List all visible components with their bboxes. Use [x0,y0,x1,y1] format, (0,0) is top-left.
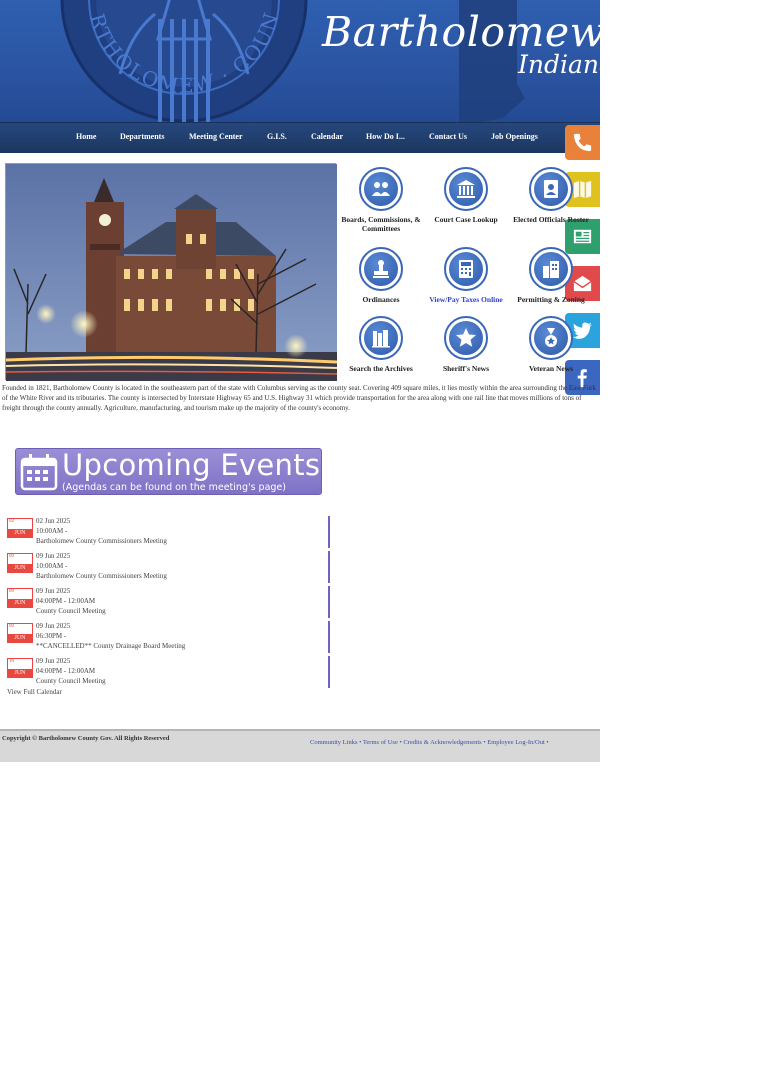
star-badge-icon [455,327,477,349]
event-date-badge: 02 JUN [7,518,33,538]
footer-links[interactable]: Community Links • Terms of Use • Credits & Acknowledgements • Employee Log-In/Out • [310,739,549,746]
event-date-badge: 09 JUN [7,588,33,608]
event-title[interactable]: Bartholomew County Commissioners Meeting [36,572,167,580]
county-intro-text: Founded in 1821, Bartholomew County is located in the southeastern part of the state with Columbus serving as the county seat. Covering 409 square miles, it lies mostly within the area surrounding the East Fork of the White River and its tributaries. The county is intersected by Interstate Highway 65 and U.S. Highway 31 which provide transportation for the area along with one rail line that moves millions of tons of freight through the county annually. Agriculture, manufacturing, and tourism make up the majority of the county's economy. [2,384,596,412]
event-item[interactable] [7,621,330,653]
event-date-badge: 09 JUN [7,623,33,643]
site-title: Bartholomew County [322,8,770,56]
event-date: 09 Jun 2025 [36,552,71,560]
building-icon [540,258,562,280]
nav-gis[interactable]: G.I.S. [267,132,287,141]
contact-book-icon [540,178,562,200]
event-time: 10:00AM - [36,527,68,535]
event-date: 09 Jun 2025 [36,622,71,630]
archive-books-icon [370,327,392,349]
people-icon [370,178,392,200]
event-time: 06:30PM - [36,632,67,640]
site-footer [0,729,600,762]
event-date: 09 Jun 2025 [36,587,71,595]
site-subtitle: Indiana [518,50,614,79]
calculator-icon [455,258,477,280]
event-item[interactable] [7,516,330,548]
event-title[interactable]: County Council Meeting [36,677,106,685]
event-date-badge: 09 JUN [7,553,33,573]
event-item[interactable] [7,586,330,618]
event-date: 02 Jun 2025 [36,517,71,525]
quick-link-label: Veteran News [528,364,574,373]
event-item[interactable] [7,656,330,688]
banner-title: Upcoming Events [62,448,321,482]
quick-link-archives[interactable] [335,316,427,373]
banner-subtitle: (Agendas can be found on the meeting's page) [62,482,286,493]
svg-text:BARTHOLOMEW · COUNTY: RTHOLOMEW · COUN [84,8,284,98]
view-full-calendar-link[interactable]: View Full Calendar [7,688,62,696]
quick-link-permitting[interactable] [505,247,597,304]
quick-link-label: Sheriff's News [442,364,490,373]
quick-link-label: Elected Officials Roster [513,215,589,224]
quick-link-elected-officials[interactable] [505,167,597,224]
news-icon [571,225,594,248]
main-nav [0,122,600,153]
courthouse-icon [455,178,477,200]
quick-link-label: Court Case Lookup [434,215,498,224]
courthouse-photo [5,163,336,380]
quick-link-label: View/Pay Taxes Online [429,295,503,304]
event-date: 09 Jun 2025 [36,657,71,665]
quick-link-pay-taxes[interactable] [420,247,512,304]
nav-contact-us[interactable]: Contact Us [429,132,467,141]
quick-link-sheriffs-news[interactable] [420,316,512,373]
site-header [0,0,770,122]
nav-job-openings[interactable]: Job Openings [491,132,538,141]
phone-button[interactable] [565,125,600,160]
nav-meeting-center[interactable]: Meeting Center [189,132,243,141]
quick-link-label: Permitting & Zoning [517,295,585,304]
quick-link-court-case[interactable] [420,167,512,224]
quick-link-ordinances[interactable] [335,247,427,304]
quick-link-veteran-news[interactable] [505,316,597,373]
event-title[interactable]: **CANCELLED** County Drainage Board Meeting [36,642,186,650]
quick-link-label: Ordinances [362,295,400,304]
county-seal-icon [60,0,308,122]
event-time: 10:00AM - [36,562,68,570]
event-date-badge: 10 JUN [7,658,33,678]
copyright-text: Copyright © Bartholomew County Gov. All Rights Reserved [2,735,170,742]
nav-departments[interactable]: Departments [120,132,165,141]
event-time: 04:00PM - 12:00AM [36,597,96,605]
quick-link-label: Boards, Commissions, & Committees [341,215,421,233]
upcoming-events-banner [15,448,322,495]
calendar-icon [20,453,58,491]
phone-icon [571,131,594,154]
event-title[interactable]: County Council Meeting [36,607,106,615]
nav-calendar[interactable]: Calendar [311,132,343,141]
nav-home[interactable]: Home [76,132,97,141]
stamp-icon [370,258,392,280]
quick-link-boards[interactable] [335,167,427,233]
nav-how-do-i[interactable]: How Do I... [366,132,405,141]
event-item[interactable] [7,551,330,583]
event-time: 04:00PM - 12:00AM [36,667,96,675]
quick-link-label: Search the Archives [349,364,413,373]
event-title[interactable]: Bartholomew County Commissioners Meeting [36,537,167,545]
medal-icon [540,327,562,349]
